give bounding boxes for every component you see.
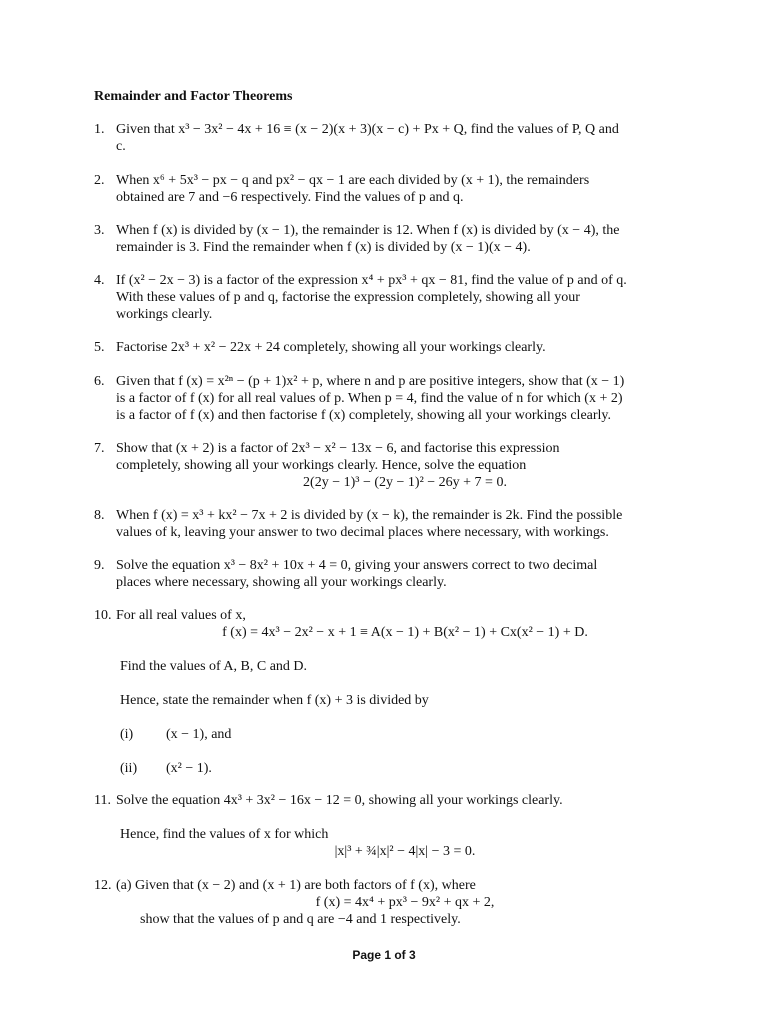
question-8 [94,507,694,541]
question-line: remainder is 3. Find the remainder when f (x) is divided by (x − 1)(x − 4). [116,240,531,255]
question-text [116,792,694,809]
document-title: Remainder and Factor Theorems [94,89,293,104]
question-number: 6. [94,374,105,389]
question-line: Given that x³ − 3x² − 4x + 16 ≡ (x − 2)(x + 3)(x − c) + Px + Q, find the values of P, Q and [116,122,619,137]
question-4 [94,272,694,323]
question-12 [94,877,694,928]
page-number: Page 1 of 3 [352,948,416,962]
question-text [116,373,694,424]
question-line: c. [116,139,126,154]
part-text: (x − 1), and [166,727,232,742]
part-label: (i) [120,727,134,742]
equation: f (x) = 4x⁴ + px³ − 9x² + qx + 2, [315,895,495,910]
question-line: completely, showing all your workings clearly. Hence, solve the equation [116,458,527,473]
question-3 [94,222,694,256]
question-line: With these values of p and q, factorise the expression completely, showing all your [116,290,580,305]
question-line: workings clearly. [116,307,213,322]
question-2 [94,172,694,206]
question-line: When f (x) is divided by (x − 1), the remainder is 12. When f (x) is divided by (x − 4), the [116,223,620,238]
hence-text: Hence, state the remainder when f (x) + 3 is divided by [120,693,429,708]
question-text [116,607,694,624]
question-line: obtained are 7 and −6 respectively. Find the values of p and q. [116,190,464,205]
question-text [116,172,694,206]
question-line: (a) Given that (x − 2) and (x + 1) are both factors of f (x), where [116,878,476,893]
question-line: Show that (x + 2) is a factor of 2x³ − x² − 13x − 6, and factorise this expression [116,441,560,456]
question-line: is a factor of f (x) and then factorise f (x) completely, showing all your workings clearly. [116,408,612,423]
question-text [116,339,694,356]
question-text [116,272,694,323]
question-number: 2. [94,173,105,188]
question-10 [94,607,694,641]
question-line: values of k, leaving your answer to two decimal places where necessary, with workings. [116,525,609,540]
question-10-part-ii [120,760,212,777]
question-text [116,557,694,591]
question-text [116,440,694,474]
question-line: When f (x) = x³ + kx² − 7x + 2 is divided by (x − k), the remainder is 2k. Find the possible [116,508,623,523]
question-text [116,222,694,256]
show-text: show that the values of p and q are −4 and 1 respectively. [140,912,461,927]
question-line: Given that f (x) = x²ⁿ − (p + 1)x² + p, where n and p are positive integers, show that (x − 1) [116,374,625,389]
part-text: (x² − 1). [166,761,212,776]
question-number: 10. [94,608,112,623]
equation: f (x) = 4x³ − 2x² − x + 1 ≡ A(x − 1) + B(x² − 1) + Cx(x² − 1) + D. [222,625,588,640]
question-11-hence [94,826,694,860]
question-5 [94,339,694,356]
question-10-part-i [120,726,231,743]
question-number: 9. [94,558,105,573]
question-10-find [94,658,694,675]
question-9 [94,557,694,591]
question-line: For all real values of x, [116,608,246,623]
question-1 [94,121,694,155]
question-number: 12. [94,878,112,893]
question-number: 8. [94,508,105,523]
question-number: 11. [94,793,111,808]
question-line: Solve the equation 4x³ + 3x² − 16x − 12 = 0, showing all your workings clearly. [116,793,563,808]
question-number: 7. [94,441,105,456]
question-number: 3. [94,223,105,238]
question-11 [94,792,694,809]
question-line: is a factor of f (x) for all real values of p. When p = 4, find the value of n for which (x + 2) [116,391,623,406]
question-line: Factorise 2x³ + x² − 22x + 24 completely, showing all your workings clearly. [116,340,546,355]
question-text [116,877,694,894]
question-text [116,121,694,155]
question-line: places where necessary, showing all your workings clearly. [116,575,447,590]
hence-text: Hence, find the values of x for which [120,827,329,842]
question-number: 5. [94,340,105,355]
equation: 2(2y − 1)³ − (2y − 1)² − 26y + 7 = 0. [303,475,507,490]
question-line: If (x² − 2x − 3) is a factor of the expression x⁴ + px³ + qx − 81, find the value of p and of q. [116,273,627,288]
question-7 [94,440,694,491]
part-label: (ii) [120,761,138,776]
question-number: 1. [94,122,105,137]
question-line: Solve the equation x³ − 8x² + 10x + 4 = 0, giving your answers correct to two decimal [116,558,598,573]
equation: |x|³ + ¾|x|² − 4|x| − 3 = 0. [334,844,476,859]
question-text [116,507,694,541]
question-line: When x⁶ + 5x³ − px − q and px² − qx − 1 are each divided by (x + 1), the remainders [116,173,590,188]
question-number: 4. [94,273,105,288]
question-10-hence [94,692,694,709]
find-text: Find the values of A, B, C and D. [120,659,308,674]
question-6 [94,373,694,424]
